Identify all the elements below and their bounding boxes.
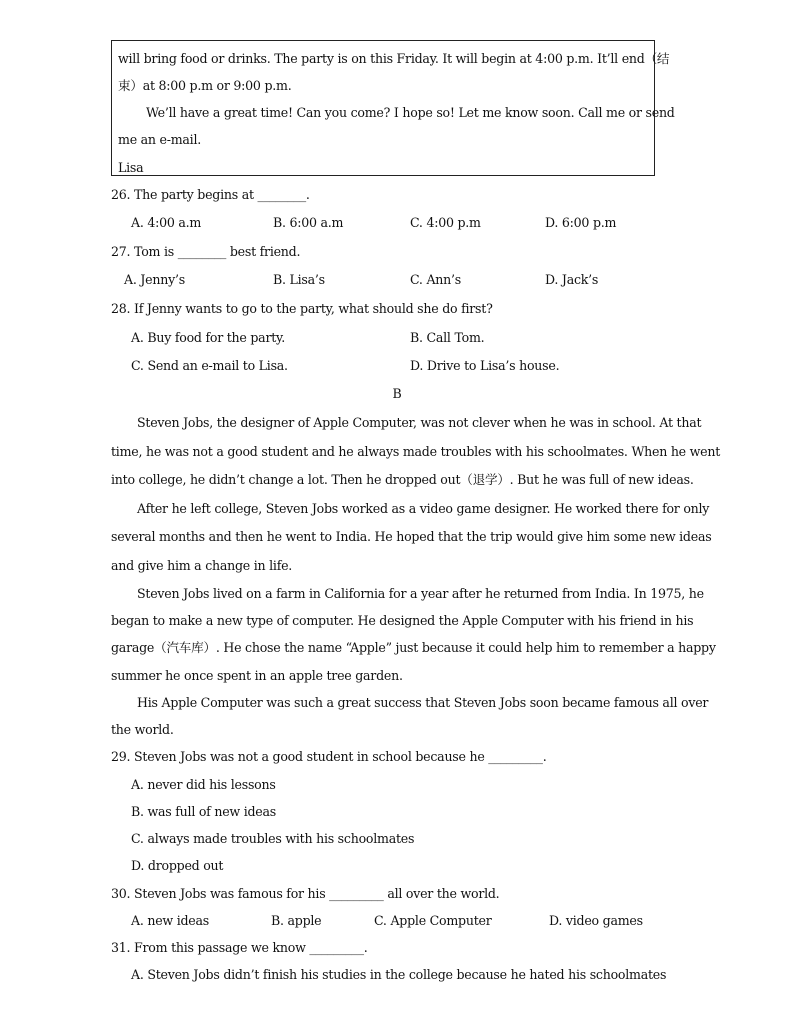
question-27-stem: 27. Tom is ________ best friend.: [111, 244, 301, 259]
passage-line: Steven Jobs, the designer of Apple Computer, was not clever when he was in school. At that: [137, 415, 702, 430]
passage-line: After he left college, Steven Jobs worked as a video game designer. He worked there for only: [137, 501, 710, 516]
passage-line: time, he was not a good student and he always made troubles with his schoolmates. When he went: [111, 444, 721, 459]
letter-signature: Lisa: [118, 160, 144, 175]
passage-line: and give him a change in life.: [111, 558, 293, 573]
q27-option-a: A. Jenny’s: [124, 272, 185, 287]
passage-line: into college, he didn’t change a lot. Then he dropped out（退学）. But he was full of new ideas.: [111, 472, 694, 487]
letter-line-4: me an e-mail.: [118, 132, 201, 147]
letter-line-2: 束）at 8:00 p.m or 9:00 p.m.: [118, 78, 292, 93]
q30-option-c: C. Apple Computer: [374, 913, 492, 928]
letter-line-1: will bring food or drinks. The party is on this Friday. It will begin at 4:00 p.m. It’ll end（结: [118, 51, 670, 66]
passage-line: garage（汽车库）. He chose the name “Apple” just because it could help him to remember a happy: [111, 640, 716, 655]
q31-option-a: A. Steven Jobs didn’t finish his studies in the college because he hated his schoolmates: [131, 967, 667, 982]
question-31-stem: 31. From this passage we know _________.: [111, 940, 368, 955]
q26-option-b: B. 6:00 a.m: [273, 215, 344, 230]
q29-option-b: B. was full of new ideas: [131, 804, 276, 819]
letter-line-3: We’ll have a great time! Can you come? I hope so! Let me know soon. Call me or send: [146, 105, 675, 120]
question-26-stem: 26. The party begins at ________.: [111, 187, 310, 202]
question-29-stem: 29. Steven Jobs was not a good student in school because he _________.: [111, 749, 547, 764]
q28-option-b: B. Call Tom.: [410, 330, 485, 345]
section-b-heading: B: [392, 386, 402, 401]
question-28-stem: 28. If Jenny wants to go to the party, what should she do first?: [111, 301, 493, 316]
passage-line: summer he once spent in an apple tree garden.: [111, 668, 403, 683]
q26-option-a: A. 4:00 a.m: [131, 215, 202, 230]
question-30-stem: 30. Steven Jobs was famous for his _________ all over the world.: [111, 886, 500, 901]
passage-line: the world.: [111, 722, 174, 737]
q29-option-a: A. never did his lessons: [131, 777, 276, 792]
q27-option-d: D. Jack’s: [545, 272, 599, 287]
passage-line: Steven Jobs lived on a farm in California for a year after he returned from India. In 1975, he: [137, 586, 704, 601]
q28-option-d: D. Drive to Lisa’s house.: [410, 358, 560, 373]
q27-option-c: C. Ann’s: [410, 272, 461, 287]
q30-option-d: D. video games: [549, 913, 643, 928]
passage-line: His Apple Computer was such a great success that Steven Jobs soon became famous all over: [137, 695, 709, 710]
q28-option-a: A. Buy food for the party.: [131, 330, 285, 345]
q29-option-c: C. always made troubles with his schoolmates: [131, 831, 415, 846]
q30-option-a: A. new ideas: [131, 913, 209, 928]
q30-option-b: B. apple: [271, 913, 322, 928]
q27-option-b: B. Lisa’s: [273, 272, 325, 287]
passage-line: several months and then he went to India. He hoped that the trip would give him some new ideas: [111, 529, 712, 544]
passage-line: began to make a new type of computer. He designed the Apple Computer with his friend in his: [111, 613, 694, 628]
q26-option-d: D. 6:00 p.m: [545, 215, 617, 230]
q29-option-d: D. dropped out: [131, 858, 224, 873]
q28-option-c: C. Send an e-mail to Lisa.: [131, 358, 288, 373]
q26-option-c: C. 4:00 p.m: [410, 215, 481, 230]
